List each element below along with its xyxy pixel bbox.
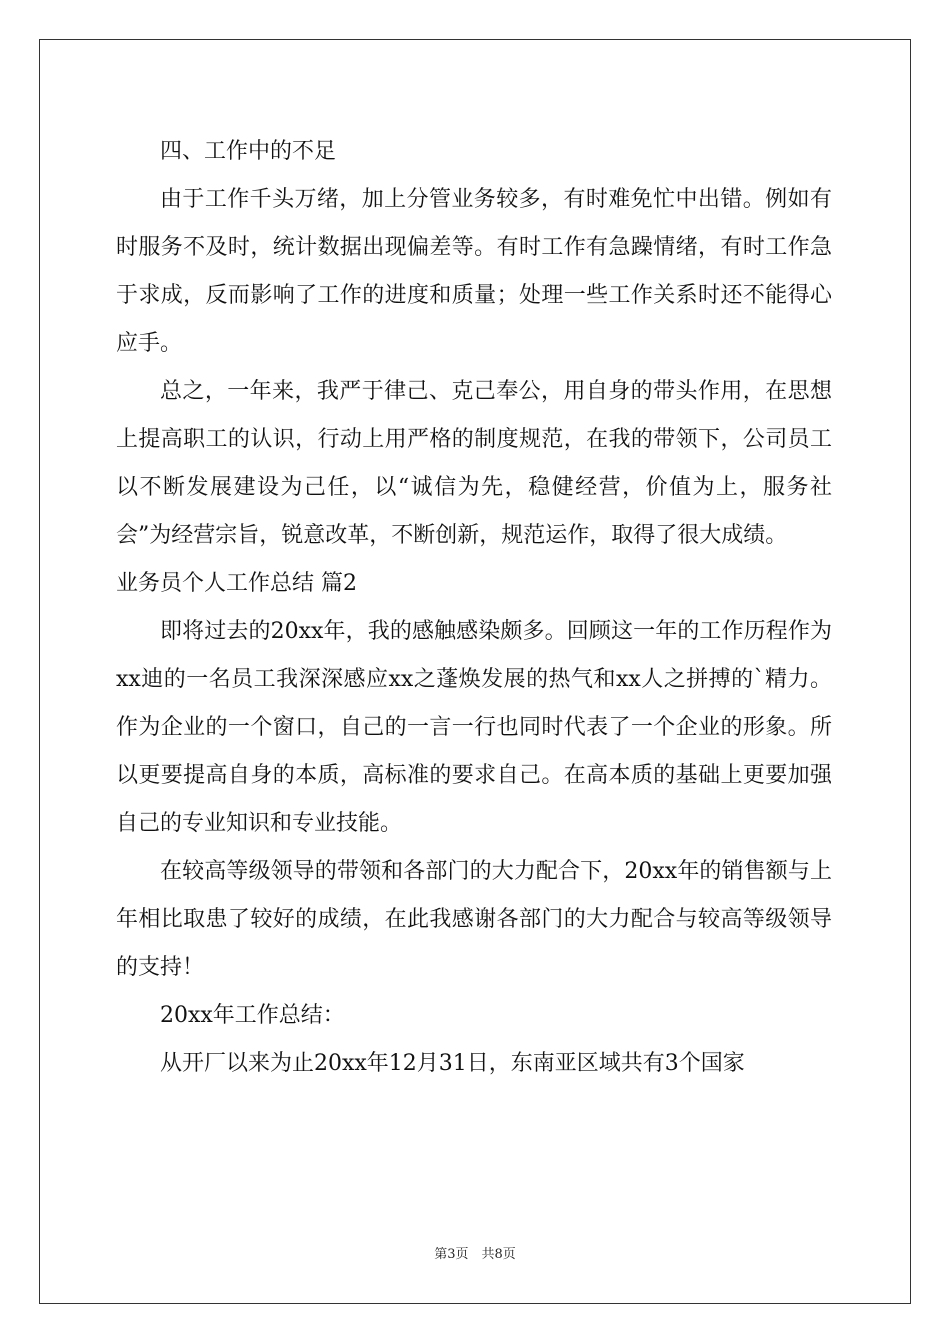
document-body [116,128,832,1088]
paragraph-section-heading: 四、工作中的不足 [160,139,337,164]
paragraph-intro: 即将过去的20xx年，我的感触感染颇多。回顾这一年的工作历程作为xx迪的一名员工我深深感应xx之蓬焕发展的热气和xx人之拼搏的`精力。作为企业的一个窗口，自己的一言一行也同时代表了一个企业的形象。所以更要提高自身的本质，高标准的要求自己。在高本质的基础上更要加强自己的专业知识和专业技能。 [116,619,832,836]
paragraph-thanks: 在较高等级领导的带领和各部门的大力配合下，20xx年的销售额与上年相比取患了较好的成绩，在此我感谢各部门的大力配合与较高等级领导的支持！ [116,859,832,980]
page-number-footer: 第3页 共8页 [434,1247,516,1262]
paragraph-summary: 总之，一年来，我严于律己、克己奉公，用自身的带头作用，在思想上提高职工的认识，行动上用严格的制度规范，在我的带领下，公司员工以不断发展建设为己任，以“诚信为先，稳健经营，价值为上，服务社会”为经营宗旨，锐意改革，不断创新，规范运作，取得了很大成绩。 [116,379,832,548]
paragraph-shortcomings: 由于工作千头万绪，加上分管业务较多，有时难免忙中出错。例如有时服务不及时，统计数据出现偏差等。有时工作有急躁情绪，有时工作急于求成，反而影响了工作的进度和质量；处理一些工作关系时还不能得心应手。 [116,187,832,356]
paragraph-region-stats: 从开厂以来为止20xx年12月31日，东南亚区域共有3个国家 [160,1051,745,1076]
article-title: 业务员个人工作总结 篇2 [116,571,357,596]
paragraph-year-summary-heading: 20xx年工作总结： [160,1003,345,1028]
